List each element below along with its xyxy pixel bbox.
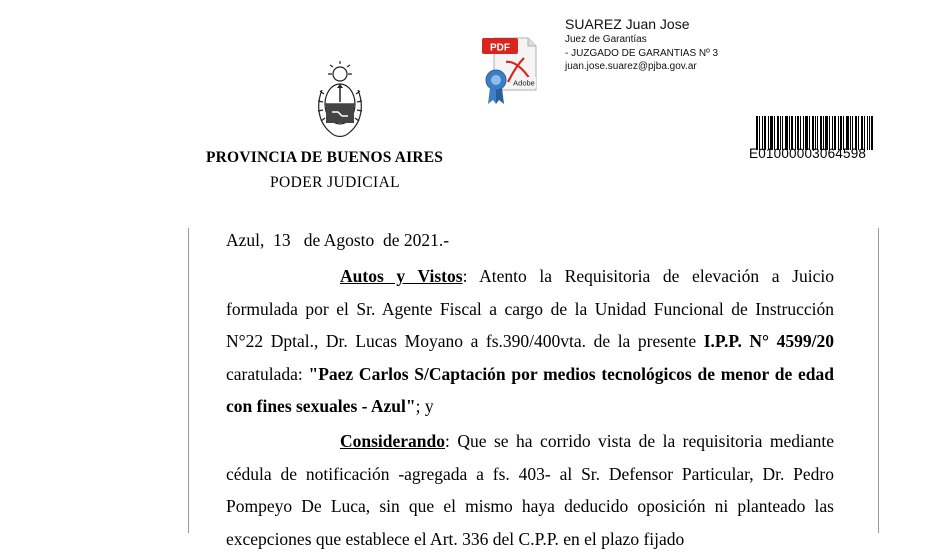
signer-role: Juez de Garantías	[565, 34, 647, 45]
branch-title: PODER JUDICIAL	[270, 174, 401, 191]
barcode-number: E01000003064598	[749, 146, 867, 161]
case-title: "Paez Carlos S/Captación por medios tecnológicos de menor de edad con fines sexuales - Azul"	[226, 363, 834, 416]
ipp-number: I.P.P. N° 4599/20	[703, 331, 834, 351]
page-frame-left	[188, 228, 189, 533]
paragraph-considerando	[226, 425, 834, 555]
pdf-brand: Adobe	[513, 78, 535, 88]
date-line: Azul, 13 de Agosto de 2021.-	[226, 230, 450, 250]
p1-text-a: : Atento la Requisitoria de elevación a Juicio formulada por el Sr. Agente Fiscal a cargo de la Unidad Funcional de Instrucción N°22 Dptal., Dr. Lucas Moyano a fs.390/400vta. de la presente	[226, 266, 834, 351]
pdf-label: PDF	[490, 42, 510, 54]
province-title: PROVINCIA DE BUENOS AIRES	[206, 149, 444, 166]
heading-considerando: Considerando	[340, 431, 446, 451]
p1-text-c: ; y	[415, 396, 434, 416]
signer-email: juan.jose.suarez@pjba.gov.ar	[565, 61, 697, 72]
signer-court: - JUZGADO DE GARANTIAS Nº 3	[565, 47, 719, 59]
signer-name: SUAREZ Juan Jose	[565, 16, 690, 32]
heading-autos-y-vistos: Autos y Vistos	[340, 266, 463, 286]
digital-signature-block	[565, 15, 718, 74]
page-frame-right	[878, 228, 879, 533]
paragraph-autos-y-vistos	[226, 260, 834, 423]
coat-of-arms-icon	[312, 60, 368, 140]
barcode-graphic	[756, 116, 873, 150]
p1-text-b: caratulada:	[226, 363, 309, 384]
adobe-pdf-certified-icon	[480, 34, 540, 106]
p2-text: : Que se ha corrido vista de la requisitoria mediante cédula de notificación -agregada a fs. 403- al Sr. Defensor Particular, Dr. Pedro Pompeyo De Luca, sin que el mismo haya deducido oposición ni planteado las excepciones que establece el Art. 336 del C.P.P. en el plazo fijado	[226, 431, 834, 549]
